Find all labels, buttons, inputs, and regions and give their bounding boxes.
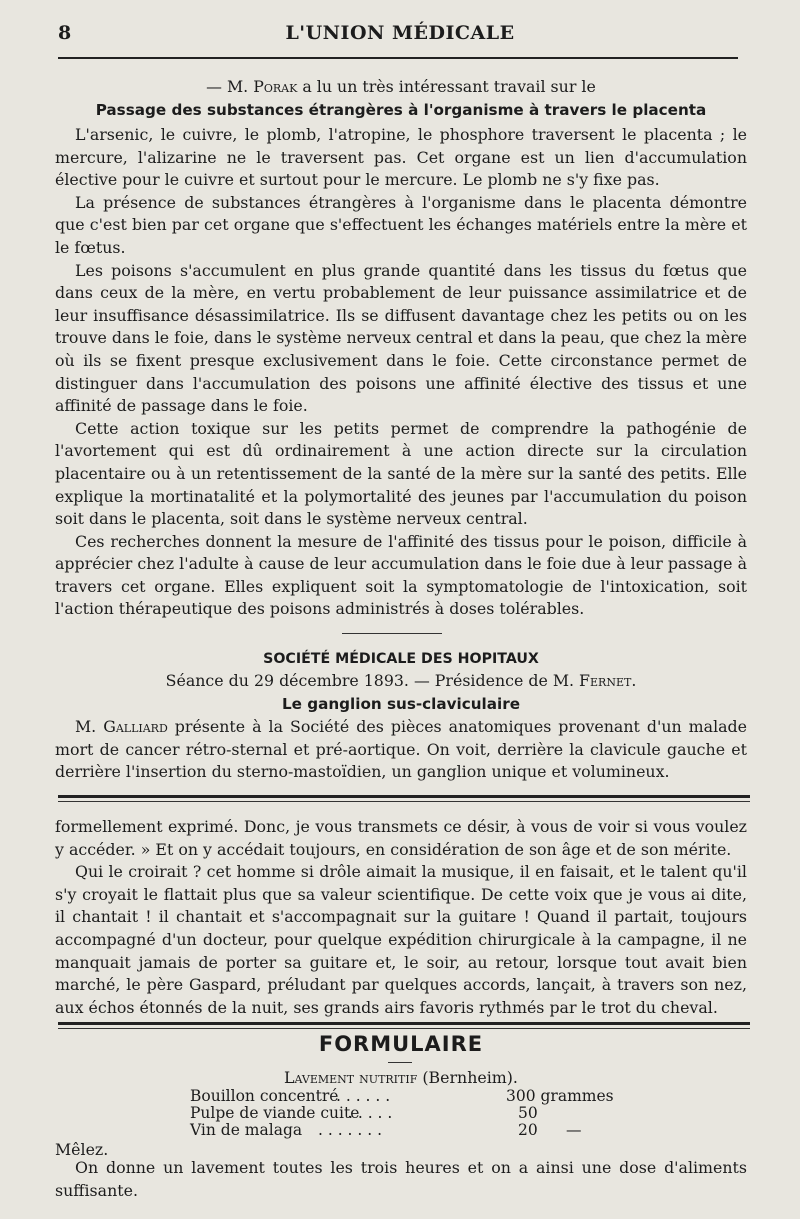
section1-intro: — M. Porak a lu un très intéressant travail sur le <box>206 77 596 96</box>
session-line: Séance du 29 décembre 1893. — Présidence de M. Fernet. <box>165 671 637 690</box>
formulaire-rule-thin <box>58 1028 750 1029</box>
section2-body: M. Galliard présente à la Société des pièces anatomiques provenant d'un malade mort de cancer rétro-sternal et pré-aortique. On voit, derrière la clavicule gauche et derrière l'insertion du sterno-mastoïdien, un ganglion unique et volumineux. <box>55 717 748 782</box>
paragraph: Ces recherches donnent la mesure de l'affinité des tissus pour le poison, difficile à apprécier chez l'adulte à cause de leur accumulation dans le foie due à leur passage à travers cet organe. Elles expliquent soit la symptomatologie de l'intoxication, soit l'action thérapeutique des poisons administrés à doses tolérables. <box>55 531 747 619</box>
section-divider <box>342 633 442 634</box>
presenter-name: Galliard <box>103 717 168 736</box>
paragraph: Les poisons s'accumulent en plus grande quantité dans les tissus du fœtus que dans ceux de la mère, en vertu probablement de leur puissance assimilatrice et de leur insuffisance désassimilatrice. Ils se diffusent davantage chez les petits ou on les trouve dans le foie, dans le système nerveux central et dans la peau, que chez la mère où ils se fixent presque exclusivement dans le foie. Cette circonstance permet de distinguer dans l'accumulation des poisons une affinité élective des tissus et une affinité de passage dans le foie. <box>55 260 747 416</box>
section3-body <box>55 816 747 1019</box>
formulaire-subtitle: Lavement nutritif (Bernheim). <box>284 1068 518 1087</box>
formula-item: Pulpe de viande cuite <box>190 1104 360 1122</box>
formula-dots: . . . . . <box>348 1104 393 1122</box>
double-rule-bottom <box>58 801 750 802</box>
formula-dash: — <box>566 1121 582 1139</box>
title-dash <box>388 1062 412 1063</box>
formula-item: Vin de malaga <box>190 1121 303 1139</box>
paragraph: formellement exprimé. Donc, je vous transmets ce désir, à vous de voir si vous voulez y accéder. » Et on y accédait toujours, en considération de son âge et de son mérite. <box>55 817 747 859</box>
formula-dots: . . . . . . . <box>318 1121 383 1139</box>
formulaire-rule <box>58 1022 750 1025</box>
author-name: Porak <box>253 77 298 96</box>
paragraph: La présence de substances étrangères à l'organisme dans le placenta démontre que c'est bien par cet organe que s'effectuent les échanges matériels entre la mère et le fœtus. <box>55 192 747 257</box>
paragraph: L'arsenic, le cuivre, le plomb, l'atropine, le phosphore traversent le placenta ; le mercure, l'alizarine ne le traversent pas. Cet organe est un lien d'accumulation élective pour le cuivre et surtout pour le mercure. Le plomb ne s'y fixe pas. <box>55 125 747 190</box>
formulaire-title: FORMULAIRE <box>318 1032 484 1056</box>
header-rule <box>58 57 738 59</box>
journal-title: L'UNION MÉDICALE <box>285 22 515 44</box>
melez: Mêlez. <box>55 1140 109 1159</box>
formulaire-footer: On donne un lavement toutes les trois heures et on a ainsi une dose d'aliments suffisante. <box>55 1158 747 1200</box>
page-number: 8 <box>58 22 72 44</box>
formula-qty: 50 <box>518 1104 538 1122</box>
double-rule-top <box>58 795 750 798</box>
formula-qty: 300 grammes <box>506 1087 614 1105</box>
president-name: Fernet <box>579 671 632 690</box>
section1-body <box>55 124 747 621</box>
section2-heading: Le ganglion sus-claviculaire <box>281 695 521 713</box>
paragraph: Cette action toxique sur les petits permet de comprendre la pathogénie de l'avortement qui est dû ordinairement à une action directe sur la circulation placentaire ou à un retentissement de la santé de la mère sur la santé des petits. Elle explique la mortinatalité et la polymortalité des jeunes par l'accumulation du poison soit dans le placenta, soit dans le système nerveux central. <box>55 418 747 529</box>
formula-qty: 20 <box>518 1121 538 1139</box>
formula-dots: . . . . . . <box>336 1087 391 1105</box>
paragraph: Qui le croirait ? cet homme si drôle aimait la musique, il en faisait, et le talent qu'il s'y croyait le flattait plus que sa valeur scientifique. De cette voix que je vous ai dite, il chantait ! il chantait et s'accompagnait sur la guitare ! Quand il partait, toujours accompagné d'un docteur, pour quelque expédition chirurgicale à la campagne, il ne manquait jamais de porter sa guitare et, le soir, au retour, lorsque tout avait bien marché, le père Gaspard, préludant par quelques accords, lançait, à travers son nez, aux échos étonnés de la nuit, ses grands airs favoris rythmés par le trot du cheval. <box>55 862 747 1017</box>
society-title: SOCIÉTÉ MÉDICALE DES HOPITAUX <box>263 651 539 667</box>
section1-heading: Passage des substances étrangères à l'organisme à travers le placenta <box>95 101 707 119</box>
formula-item: Bouillon concentré <box>190 1087 339 1105</box>
